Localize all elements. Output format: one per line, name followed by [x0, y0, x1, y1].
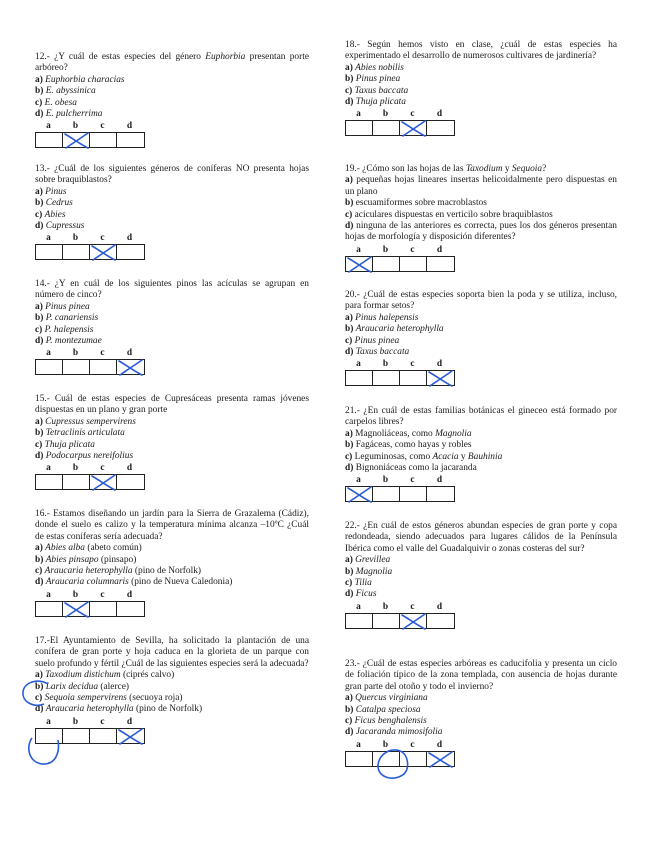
answer-box-c[interactable] [400, 257, 427, 271]
pen-circle-23b [372, 748, 412, 782]
answer-box-a[interactable] [36, 133, 63, 147]
question-17 [35, 636, 309, 744]
answer-option: d) Cupressus [35, 221, 85, 232]
answer-letter: c [410, 109, 415, 120]
answer-box-d[interactable] [117, 729, 144, 743]
answer-option: d) ninguna de las anteriores es correcta, pues los dos géneros presentan hojas de morfología y disposición diferentes? [345, 221, 617, 243]
answer-grid [345, 359, 455, 386]
answer-box-b[interactable] [63, 360, 90, 374]
answer-letter: c [410, 244, 415, 255]
answer-grid-header [35, 590, 145, 601]
question-14 [35, 279, 309, 375]
answer-option: c) aciculares dispuestas en verticilo sobre braquiblastos [345, 209, 553, 220]
answer-option: b) Araucaria heterophylla [345, 324, 444, 335]
answer-option: c) Taxus baccata [345, 85, 409, 96]
answer-grid-header [345, 245, 455, 256]
cross-mark-icon [401, 121, 426, 137]
answer-letter: d [436, 359, 443, 370]
answer-box-a[interactable] [346, 257, 373, 271]
answer-box-b[interactable] [373, 614, 400, 628]
question-stem: 18.- Según hemos visto en clase, ¿cuál de estas especies ha experimentado el desarrollo de numerosos cultivares de jardinería? [345, 40, 617, 62]
answer-box-a[interactable] [346, 121, 373, 135]
answer-option: b) P. canariensis [35, 313, 99, 324]
answer-letter: a [46, 716, 51, 727]
answer-option: d) Araucaria heterophylla (pino de Norfolk) [35, 704, 203, 715]
answer-option: a) Abies nobilis [345, 62, 404, 73]
answer-box-c[interactable] [90, 475, 117, 489]
answer-option: b) Magnolia [345, 566, 393, 577]
answer-letter: d [436, 109, 443, 120]
answer-letter: d [126, 463, 133, 474]
answer-box-d[interactable] [117, 475, 144, 489]
answer-box-d[interactable] [427, 257, 454, 271]
answer-box-d[interactable] [427, 371, 454, 385]
answer-option: c) Thuja plicata [35, 439, 95, 450]
answer-letter: a [356, 244, 361, 255]
answer-box-d[interactable] [117, 360, 144, 374]
answer-option: a) Pinus pinea [35, 301, 90, 312]
answer-box-b[interactable] [63, 602, 90, 616]
cross-mark-icon [91, 475, 116, 491]
answer-box-d[interactable] [117, 133, 144, 147]
answer-option: a) Magnoliáceas, como Magnolia [345, 428, 472, 439]
answer-box-c[interactable] [90, 133, 117, 147]
answer-option: a) Abies alba (abeto común) [35, 543, 142, 554]
answer-letter: d [126, 233, 133, 244]
answer-option: b) Abies pinsapo (pinsapo) [35, 554, 137, 565]
answer-option: c) Tilia [345, 578, 372, 589]
pen-circle-17a [20, 678, 60, 710]
answer-letter: d [436, 601, 443, 612]
cross-mark-icon [347, 257, 372, 273]
answer-letter: a [46, 348, 51, 359]
question-18 [345, 40, 617, 136]
answer-letter: a [356, 475, 361, 486]
answer-letter: b [72, 463, 79, 474]
answer-option: a) Grevillea [345, 555, 391, 566]
question-stem: 15.- Cuál de estas especies de Cupresáceas presenta ramas jóvenes dispuestas en un plano y gran porte [35, 394, 309, 416]
answer-letter: a [46, 463, 51, 474]
answer-grid [35, 348, 145, 375]
question-stem: 21.- ¿En cuál de estas familias botánicas el gineceo está formado por carpelos libres? [345, 406, 617, 428]
answer-option: a) pequeñas hojas lineares insertas helicoidalmente pero dispuestas en un plano [345, 175, 617, 197]
answer-box-d[interactable] [427, 487, 454, 501]
answer-grid [345, 109, 455, 136]
answer-box-a[interactable] [346, 487, 373, 501]
answer-option: a) Quercus virginiana [345, 693, 428, 704]
answer-option: d) Taxus baccata [345, 347, 410, 358]
answer-box-a[interactable] [36, 602, 63, 616]
answer-grid-header [345, 109, 455, 120]
answer-grid-header [345, 475, 455, 486]
answer-option: b) Pinus pinea [345, 74, 401, 85]
answer-grid [35, 121, 145, 148]
answer-option: d) E. pulcherrima [35, 109, 103, 120]
answer-letter: b [72, 716, 79, 727]
answer-option: c) Leguminosas, como Acacia y Bauhinia [345, 451, 503, 462]
answer-box-b[interactable] [373, 257, 400, 271]
answer-letter: c [100, 589, 105, 600]
answer-option: b) Larix decidua (alerce) [35, 681, 129, 692]
answer-option: c) Araucaria heterophylla (pino de Norfolk) [35, 566, 202, 577]
answer-box-a[interactable] [36, 475, 63, 489]
answer-letter: d [436, 475, 443, 486]
answer-letter: c [410, 475, 415, 486]
answer-box-a[interactable] [36, 245, 63, 259]
answer-box-d[interactable] [427, 121, 454, 135]
answer-option: a) Taxodium distichum (ciprés calvo) [35, 670, 175, 681]
answer-option: b) Catalpa speciosa [345, 704, 421, 715]
question-stem: 22.- ¿En cuál de estos géneros abundan especies de gran porte y copa redondeada, siendo adecuados para lugares cálidos de la Península Ibérica como el valle del Guadalquivir o zonas costeras del sur? [345, 521, 617, 554]
cross-mark-icon [401, 614, 426, 630]
answer-letter: b [382, 475, 389, 486]
answer-option: d) Ficus [345, 589, 377, 600]
answer-box-c[interactable] [400, 614, 427, 628]
answer-grid [345, 602, 455, 629]
answer-letter: b [72, 348, 79, 359]
answer-box-c[interactable] [90, 602, 117, 616]
answer-letter: c [100, 348, 105, 359]
answer-box-b[interactable] [63, 729, 90, 743]
answer-grid-header [35, 463, 145, 474]
answer-letter: d [126, 348, 133, 359]
answer-box-d[interactable] [117, 245, 144, 259]
answer-letter: a [356, 359, 361, 370]
answer-grid [35, 463, 145, 490]
question-stem: 16.- Estamos diseñando un jardín para la Sierra de Grazalema (Cádiz), donde el suelo es calizo y la temperatura mínima alcanza –10ºC ¿Cuál de estas coníferas sería adecuada? [35, 509, 309, 542]
answer-letter: b [382, 739, 389, 750]
answer-option: a) Euphorbia characias [35, 74, 125, 85]
question-16 [35, 509, 309, 617]
question-stem: 19.- ¿Cómo son las hojas de las Taxodium y Sequoia? [345, 164, 547, 174]
answer-letter: a [46, 121, 51, 132]
answer-letter: c [100, 716, 105, 727]
answer-grid-header [35, 717, 145, 728]
answer-box-a[interactable] [346, 614, 373, 628]
answer-letter: b [382, 359, 389, 370]
answer-box-b[interactable] [63, 133, 90, 147]
question-12 [35, 52, 309, 148]
cross-mark-icon [64, 602, 89, 618]
pen-circle-17grid [24, 732, 66, 768]
question-13 [35, 164, 309, 260]
answer-box-a[interactable] [346, 371, 373, 385]
answer-box-c[interactable] [90, 360, 117, 374]
answer-option: d) Araucaria columnaris (pino de Nueva Caledonia) [35, 577, 233, 588]
answer-option: b) Tetraclinis articulata [35, 428, 125, 439]
cross-mark-icon [118, 360, 143, 376]
answer-box-c[interactable] [400, 487, 427, 501]
cross-mark-icon [347, 487, 372, 503]
answer-letter: c [410, 739, 415, 750]
answer-box-c[interactable] [400, 121, 427, 135]
answer-box-b[interactable] [63, 475, 90, 489]
answer-letter: a [356, 739, 361, 750]
answer-letter: d [126, 716, 133, 727]
answer-option: d) Thuja plicata [345, 97, 406, 108]
answer-grid-header [345, 359, 455, 370]
question-stem: 20.- ¿Cuál de estas especies soporta bien la poda y se utiliza, incluso, para formar setos? [345, 290, 617, 312]
cross-mark-icon [91, 245, 116, 261]
answer-letter: a [356, 109, 361, 120]
answer-grid [35, 590, 145, 617]
answer-grid [345, 245, 455, 272]
answer-box-b[interactable] [63, 245, 90, 259]
answer-letter: c [100, 463, 105, 474]
answer-box-c[interactable] [400, 371, 427, 385]
answer-letter: c [410, 359, 415, 370]
question-stem: 13.- ¿Cuál de los siguientes géneros de coníferas NO presenta hojas sobre braquiblastos? [35, 164, 309, 186]
answer-option: c) Ficus benghalensis [345, 716, 427, 727]
question-21 [345, 406, 617, 502]
answer-letter: c [100, 121, 105, 132]
answer-box-b[interactable] [373, 371, 400, 385]
answer-option: d) P. montezumae [35, 336, 102, 347]
answer-option: b) Cedrus [35, 198, 73, 209]
answer-grid-header [35, 348, 145, 359]
answer-letter: d [436, 244, 443, 255]
answer-box-b[interactable] [373, 487, 400, 501]
answer-letter: d [126, 589, 133, 600]
answer-letter: c [410, 601, 415, 612]
answer-grid-header [345, 602, 455, 613]
question-stem: 14.- ¿Y en cuál de los siguientes pinos las acículas se agrupan en número de cinco? [35, 279, 309, 301]
answer-option: d) Jacaranda mimosifolia [345, 727, 443, 738]
answer-letter: b [382, 601, 389, 612]
answer-box-b[interactable] [373, 121, 400, 135]
answer-box-c[interactable] [90, 245, 117, 259]
answer-option: a) Pinus [35, 186, 67, 197]
answer-box-d[interactable] [427, 614, 454, 628]
answer-letter: a [46, 589, 51, 600]
answer-box-d[interactable] [117, 602, 144, 616]
answer-option: c) Pinus pinea [345, 335, 400, 346]
question-19 [345, 164, 617, 272]
question-stem: 17.-El Ayuntamiento de Sevilla, ha solicitado la plantación de una conífera de gran porte y hoja caduca en la glorieta de un parque con suelo profundo y fértil ¿Cuál de las siguientes especies será la adecuada? [35, 636, 309, 669]
answer-letter: a [46, 233, 51, 244]
question-20 [345, 290, 617, 386]
question-stem: 12.- ¿Y cuál de estas especies del género Euphorbia presentan porte arbóreo? [35, 52, 309, 74]
cross-mark-icon [64, 133, 89, 149]
cross-mark-icon [428, 371, 453, 387]
answer-letter: d [436, 739, 443, 750]
answer-letter: d [126, 121, 133, 132]
answer-letter: b [72, 233, 79, 244]
question-stem: 23.- ¿Cuál de estas especies arbóreas es caducifolia y presenta un ciclo de foliación típico de la zona templada, con ausencia de hojas durante gran parte del otoño y todo el invierno? [345, 659, 617, 692]
answer-box-d[interactable] [427, 752, 454, 766]
answer-grid [35, 233, 145, 260]
answer-option: c) Abies [35, 209, 66, 220]
cross-mark-icon [118, 729, 143, 745]
question-15 [35, 394, 309, 490]
answer-grid-header [35, 121, 145, 132]
answer-option: b) E. abyssinica [35, 86, 96, 97]
answer-option: a) Pinus halepensis [345, 312, 419, 323]
answer-option: b) escuamiformes sobre macroblastos [345, 198, 487, 209]
answer-box-c[interactable] [90, 729, 117, 743]
answer-letter: c [100, 233, 105, 244]
answer-grid [345, 475, 455, 502]
answer-option: c) E. obesa [35, 97, 77, 108]
question-22 [345, 521, 617, 629]
cross-mark-icon [428, 752, 453, 768]
answer-option: b) Fagáceas, como hayas y robles [345, 440, 472, 451]
answer-option: c) P. halepensis [35, 324, 94, 335]
answer-letter: b [382, 109, 389, 120]
answer-option: d) Bignoniáceas como la jacaranda [345, 463, 477, 474]
answer-option: d) Podocarpus nereifolius [35, 451, 134, 462]
answer-letter: b [72, 589, 79, 600]
answer-letter: b [72, 121, 79, 132]
answer-option: a) Cupressus sempervirens [35, 416, 136, 427]
answer-grid-header [35, 233, 145, 244]
answer-box-a[interactable] [346, 752, 373, 766]
answer-option: c) Sequoia sempervirens (secuoya roja) [35, 693, 183, 704]
answer-letter: b [382, 244, 389, 255]
answer-letter: a [356, 601, 361, 612]
answer-box-a[interactable] [36, 360, 63, 374]
